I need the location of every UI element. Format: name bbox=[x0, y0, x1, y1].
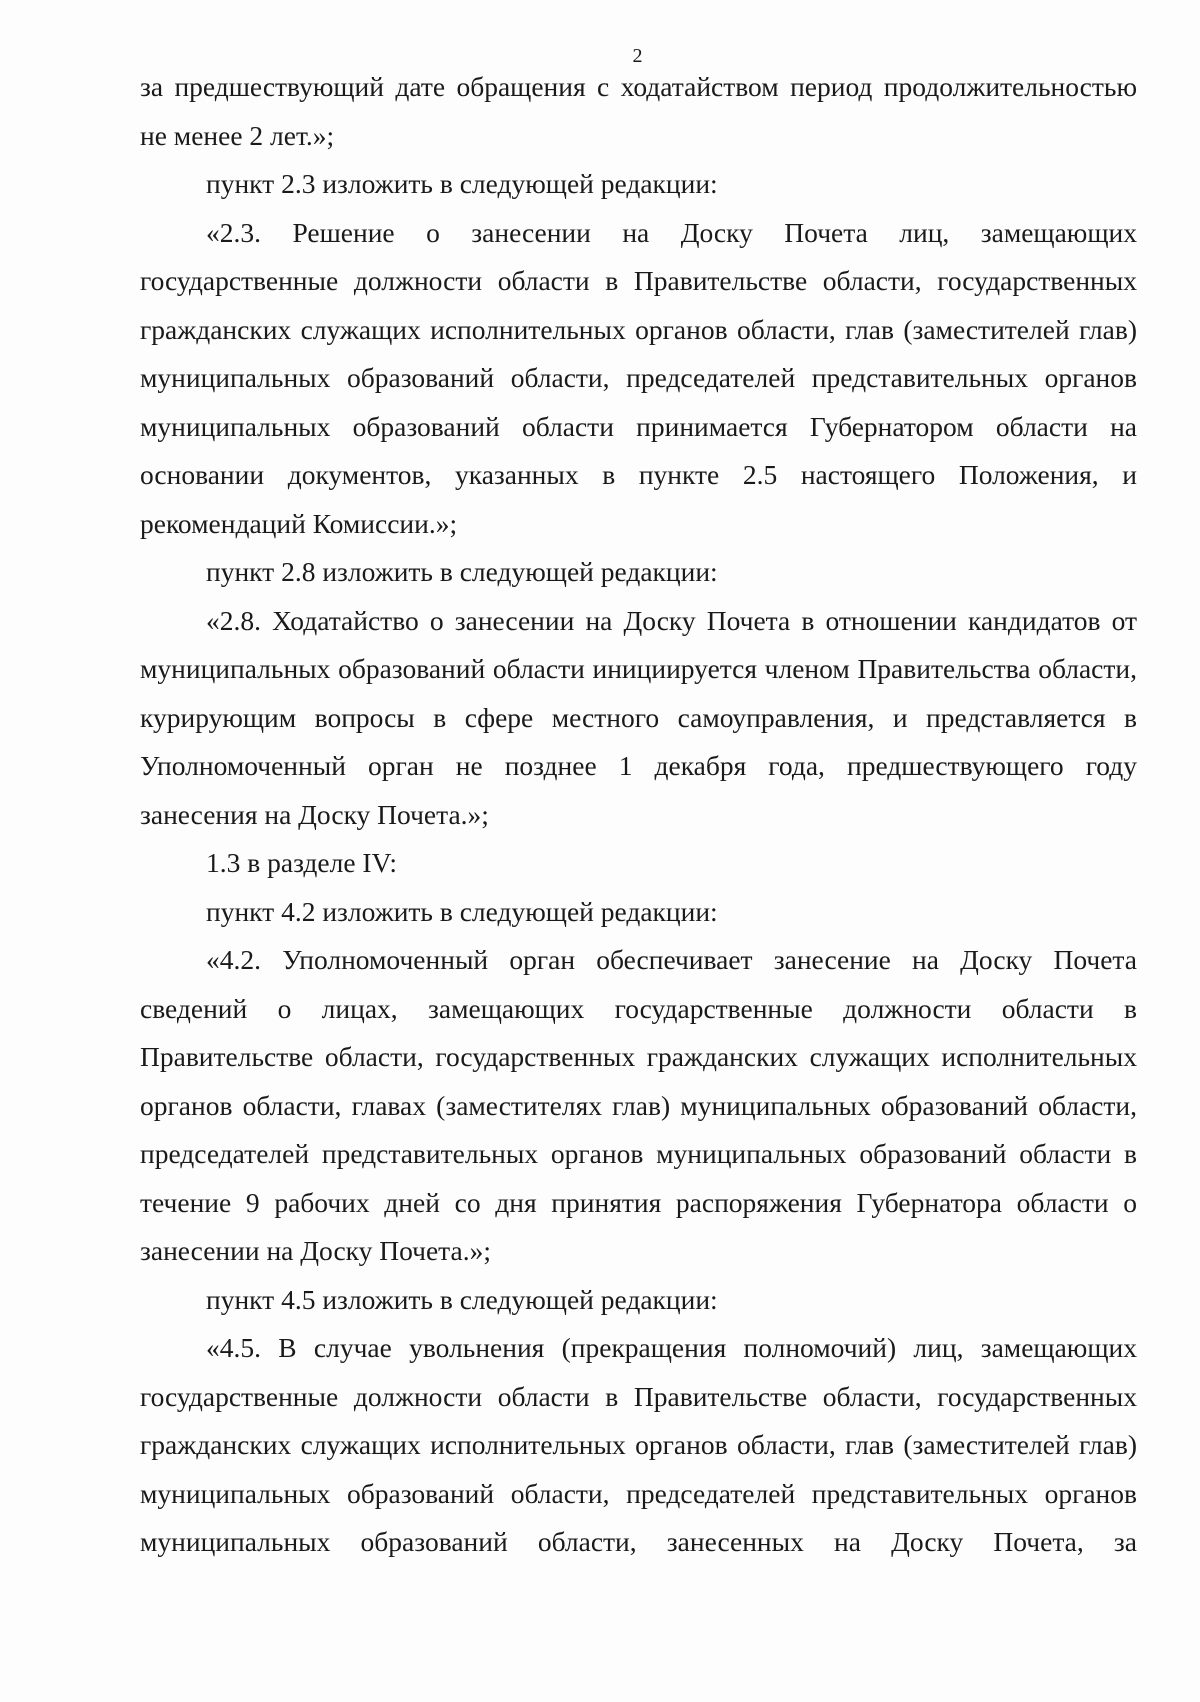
document-body bbox=[140, 63, 1137, 1567]
paragraph-intro-2-8: пункт 2.8 изложить в следующей редакции: bbox=[206, 556, 718, 587]
paragraph-section-1-3: 1.3 в разделе IV: bbox=[206, 847, 398, 878]
paragraph-clause-4-5: «4.5. В случае увольнения (прекращения полномочий) лиц, замещающих государственные должности области в Правительстве области, государственных гражданских служащих исполнительных органов области, глав (заместителей глав) муниципальных образований области, председателей представительных органов муниципальных образований области, занесенных на Доску Почета, за bbox=[140, 1332, 1137, 1557]
page-number: 2 bbox=[632, 45, 643, 67]
paragraph-intro-4-5: пункт 4.5 изложить в следующей редакции: bbox=[206, 1283, 718, 1315]
paragraph-clause-4-2: «4.2. Уполномоченный орган обеспечивает занесение на Доску Почета сведений о лицах, замещающих государственные должности области в Правительстве области, государственных гражданских служащих исполнительных органов области, главах (заместителях глав) муниципальных образований области, председателей представительных органов муниципальных образований области в течение 9 рабочих дней со дня принятия распоряжения Губернатора области о занесении на Доску Почета.»; bbox=[140, 944, 1137, 1266]
paragraph-clause-2-8: «2.8. Ходатайство о занесении на Доску Почета в отношении кандидатов от муниципальных образований области инициируется членом Правительства области, курирующим вопросы в сфере местного самоуправления, и представляется в Уполномоченный орган не позднее 1 декабря года, предшествующего году занесения на Доску Почета.»; bbox=[140, 604, 1137, 830]
paragraph-clause-2-3: «2.3. Решение о занесении на Доску Почета лиц, замещающих государственные должности области в Правительстве области, государственных гражданских служащих исполнительных органов области, глав (заместителей глав) муниципальных образований области, председателей представительных органов муниципальных образований области принимается Губернатором области на основании документов, указанных в пункте 2.5 настоящего Положения, и рекомендаций Комиссии.»; bbox=[140, 216, 1137, 539]
paragraph-continuation: за предшествующий дате обращения с ходатайством период продолжительностью не менее 2 лет.»; bbox=[140, 71, 1137, 151]
paragraph-intro-2-3: пункт 2.3 изложить в следующей редакции: bbox=[206, 168, 718, 199]
paragraph-intro-4-2: пункт 4.2 изложить в следующей редакции: bbox=[206, 895, 718, 927]
